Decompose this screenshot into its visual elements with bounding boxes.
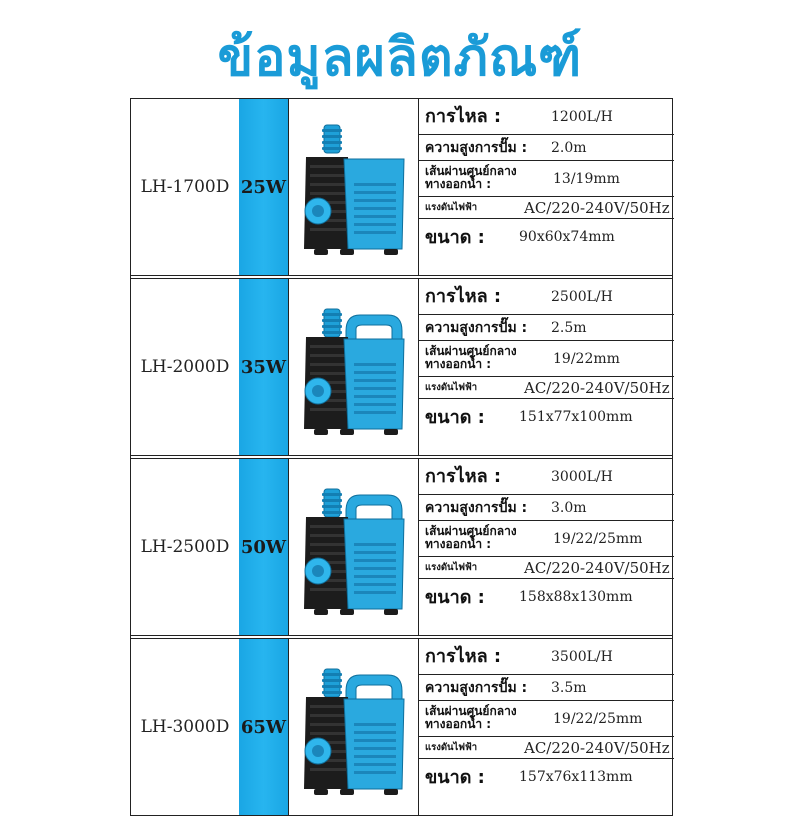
spec-value-flow: 2500L/H (551, 289, 613, 305)
spec-row-flow (419, 279, 674, 315)
spec-row-size (419, 219, 674, 256)
model-name: LH-2000D (131, 279, 240, 455)
spec-value-flow: 3500L/H (551, 649, 613, 665)
spec-value-size: 157x76x113mm (519, 769, 633, 785)
power-rating: 65W (239, 639, 289, 815)
spec-label-head: ความสูงการปั๊ม : (425, 320, 528, 336)
spec-label-flow: การไหล : (425, 106, 502, 127)
spec-label-size: ขนาด : (425, 587, 485, 608)
spec-row-voltage (419, 737, 674, 759)
spec-row-outlet (419, 341, 674, 377)
water-pump-image (288, 99, 419, 275)
power-rating: 25W (239, 99, 289, 275)
spec-label-outlet: เส้นผ่านศูนย์กลาง ทางออกน้ำ : (425, 344, 517, 371)
spec-label-head: ความสูงการปั๊ม : (425, 140, 528, 156)
spec-value-outlet: 19/22/25mm (553, 711, 643, 727)
product-block (130, 458, 673, 636)
spec-value-head: 3.5m (551, 680, 587, 696)
spec-row-size (419, 579, 674, 616)
spec-value-voltage: AC/220-240V/50Hz (524, 739, 670, 757)
spec-label-outlet: เส้นผ่านศูนย์กลาง ทางออกน้ำ : (425, 524, 517, 551)
power-rating: 35W (239, 279, 289, 455)
spec-table (419, 99, 674, 275)
spec-row-outlet (419, 161, 674, 197)
spec-row-flow (419, 639, 674, 675)
spec-row-outlet (419, 701, 674, 737)
spec-value-outlet: 19/22mm (553, 351, 620, 367)
spec-value-outlet: 13/19mm (553, 171, 620, 187)
water-pump-image (288, 639, 419, 815)
spec-label-voltage: แรงดันไฟฟ้า (425, 562, 478, 573)
spec-label-size: ขนาด : (425, 227, 485, 248)
spec-value-head: 2.0m (551, 140, 587, 156)
spec-label-voltage: แรงดันไฟฟ้า (425, 202, 478, 213)
spec-value-size: 90x60x74mm (519, 229, 615, 245)
spec-table (419, 459, 674, 635)
spec-row-voltage (419, 557, 674, 579)
product-block (130, 638, 673, 816)
page-title: ข้อมูลผลิตภัณฑ์ (217, 28, 583, 88)
spec-label-voltage: แรงดันไฟฟ้า (425, 382, 478, 393)
spec-label-flow: การไหล : (425, 466, 502, 487)
spec-value-voltage: AC/220-240V/50Hz (524, 559, 670, 577)
water-pump-image (288, 459, 419, 635)
spec-label-head: ความสูงการปั๊ม : (425, 500, 528, 516)
spec-table (419, 639, 674, 815)
spec-value-voltage: AC/220-240V/50Hz (524, 199, 670, 217)
spec-value-head: 2.5m (551, 320, 587, 336)
spec-row-voltage (419, 197, 674, 219)
spec-label-voltage: แรงดันไฟฟ้า (425, 742, 478, 753)
spec-label-flow: การไหล : (425, 286, 502, 307)
spec-label-outlet: เส้นผ่านศูนย์กลาง ทางออกน้ำ : (425, 704, 517, 731)
spec-table (419, 279, 674, 455)
spec-label-flow: การไหล : (425, 646, 502, 667)
spec-value-voltage: AC/220-240V/50Hz (524, 379, 670, 397)
spec-label-size: ขนาด : (425, 767, 485, 788)
model-name: LH-2500D (131, 459, 240, 635)
product-block (130, 98, 673, 276)
spec-row-outlet (419, 521, 674, 557)
spec-row-size (419, 759, 674, 796)
spec-label-head: ความสูงการปั๊ม : (425, 680, 528, 696)
power-rating: 50W (239, 459, 289, 635)
product-block (130, 278, 673, 456)
spec-value-outlet: 19/22/25mm (553, 531, 643, 547)
model-name: LH-3000D (131, 639, 240, 815)
spec-row-flow (419, 99, 674, 135)
spec-value-size: 158x88x130mm (519, 589, 633, 605)
spec-row-voltage (419, 377, 674, 399)
spec-value-head: 3.0m (551, 500, 587, 516)
spec-label-outlet: เส้นผ่านศูนย์กลาง ทางออกน้ำ : (425, 164, 517, 191)
spec-value-flow: 1200L/H (551, 109, 613, 125)
spec-row-size (419, 399, 674, 436)
spec-value-size: 151x77x100mm (519, 409, 633, 425)
spec-row-flow (419, 459, 674, 495)
spec-value-flow: 3000L/H (551, 469, 613, 485)
spec-row-head (419, 495, 674, 521)
spec-row-head (419, 675, 674, 701)
spec-row-head (419, 135, 674, 161)
model-name: LH-1700D (131, 99, 240, 275)
spec-label-size: ขนาด : (425, 407, 485, 428)
water-pump-image (288, 279, 419, 455)
spec-row-head (419, 315, 674, 341)
